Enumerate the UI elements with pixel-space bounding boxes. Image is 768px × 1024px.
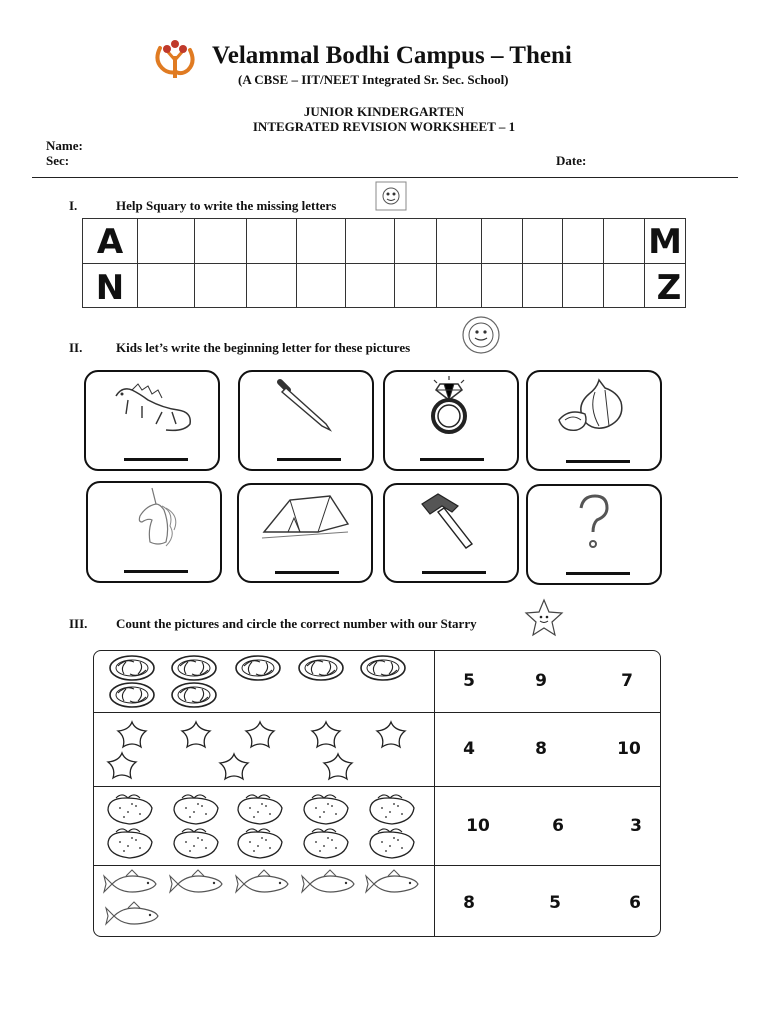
count-option[interactable]: 6 — [552, 816, 564, 836]
strawberry-row — [96, 790, 432, 862]
grid-col-divider — [562, 218, 563, 308]
candy-icon — [172, 683, 216, 707]
answer-line[interactable] — [420, 458, 484, 461]
answer-line[interactable] — [124, 570, 188, 573]
grid-col-divider — [522, 218, 523, 308]
grid-col-divider — [603, 218, 604, 308]
candy-icon — [172, 656, 216, 680]
fish-icon — [302, 870, 354, 892]
letter-z: Z — [656, 268, 682, 308]
date-label: Date: — [556, 153, 587, 168]
strawberry-icon — [238, 795, 282, 824]
strawberry-icon — [174, 829, 218, 858]
star-icon — [312, 722, 340, 747]
answer-line[interactable] — [277, 458, 341, 461]
candy-icon — [236, 656, 280, 680]
star-icon — [377, 722, 405, 747]
count-option[interactable]: 4 — [463, 739, 475, 759]
candy-icon — [110, 683, 154, 707]
table-row-divider — [93, 712, 661, 713]
fish-icon — [366, 870, 418, 892]
star-icon — [220, 754, 248, 779]
strawberry-icon — [174, 795, 218, 824]
fish-icon — [106, 902, 158, 924]
table-column-divider — [434, 650, 435, 937]
section3-instruction: Count the pictures and circle the correct number with our Starry — [116, 616, 477, 631]
header-rule — [32, 177, 738, 178]
count-option[interactable]: 5 — [463, 671, 475, 691]
grid-col-divider — [436, 218, 437, 308]
answer-line[interactable] — [566, 460, 630, 463]
candy-icon — [110, 656, 154, 680]
count-option[interactable]: 10 — [617, 739, 641, 759]
section1-instruction: Help Squary to write the missing letters — [116, 198, 337, 213]
nail-icon — [260, 374, 350, 438]
table-row-divider — [93, 865, 661, 866]
star-row — [96, 716, 432, 784]
grid-col-divider — [481, 218, 482, 308]
answer-line[interactable] — [422, 571, 486, 574]
starry-icon — [522, 597, 566, 639]
ring-icon — [404, 374, 494, 438]
grid-col-divider — [345, 218, 346, 308]
star-icon — [324, 754, 352, 779]
school-name: Velammal Bodhi Campus – Theni — [212, 42, 572, 69]
star-icon — [246, 722, 274, 747]
table-row-divider — [93, 786, 661, 787]
strawberry-icon — [108, 829, 152, 858]
grid-col-divider — [394, 218, 395, 308]
letter-a: A — [96, 222, 124, 262]
onion-icon — [549, 374, 639, 438]
count-option[interactable]: 3 — [630, 816, 642, 836]
answer-line[interactable] — [124, 458, 188, 461]
fish-icon — [104, 870, 156, 892]
strawberry-icon — [304, 795, 348, 824]
grade-title: JUNIOR KINDERGARTEN — [303, 104, 465, 119]
candy-row — [96, 652, 432, 710]
count-option[interactable]: 7 — [621, 671, 633, 691]
iguana-icon — [108, 374, 198, 438]
count-option[interactable]: 9 — [535, 671, 547, 691]
question-mark-icon — [549, 490, 639, 554]
grid-col-divider — [296, 218, 297, 308]
sec-label: Sec: — [46, 153, 70, 168]
tent-icon — [260, 488, 350, 552]
strawberry-icon — [108, 795, 152, 824]
star-icon — [182, 722, 210, 747]
section2-number: II. — [69, 340, 83, 355]
count-option[interactable]: 8 — [535, 739, 547, 759]
school-logo — [152, 38, 198, 80]
section3-number: III. — [69, 616, 88, 631]
section2-instruction: Kids let’s write the beginning letter for these pictures — [116, 340, 411, 355]
candy-icon — [361, 656, 405, 680]
unicorn-icon — [110, 486, 200, 550]
candy-icon — [299, 656, 343, 680]
school-subtitle: (A CBSE – IIT/NEET Integrated Sr. Sec. School) — [238, 72, 509, 87]
letter-n: N — [95, 268, 125, 308]
strawberry-icon — [370, 795, 414, 824]
worksheet-title: INTEGRATED REVISION WORKSHEET – 1 — [252, 119, 516, 134]
count-option[interactable]: 8 — [463, 893, 475, 913]
count-option[interactable]: 6 — [629, 893, 641, 913]
star-icon — [108, 753, 136, 778]
grid-col-divider — [137, 218, 138, 308]
letter-m: M — [648, 222, 682, 262]
smiley-icon — [459, 314, 503, 356]
answer-line[interactable] — [275, 571, 339, 574]
strawberry-icon — [238, 829, 282, 858]
fish-icon — [236, 870, 288, 892]
grid-col-divider — [246, 218, 247, 308]
grid-col-divider — [194, 218, 195, 308]
fish-icon — [170, 870, 222, 892]
section1-number: I. — [69, 198, 78, 213]
grid-row-divider — [82, 263, 686, 264]
count-option[interactable]: 5 — [549, 893, 561, 913]
strawberry-icon — [370, 829, 414, 858]
name-label: Name: — [46, 138, 83, 153]
answer-line[interactable] — [566, 572, 630, 575]
star-icon — [118, 722, 146, 747]
strawberry-icon — [304, 829, 348, 858]
hammer-icon — [408, 488, 498, 552]
count-option[interactable]: 10 — [466, 816, 490, 836]
fish-row — [96, 868, 432, 934]
squary-icon — [374, 180, 408, 212]
